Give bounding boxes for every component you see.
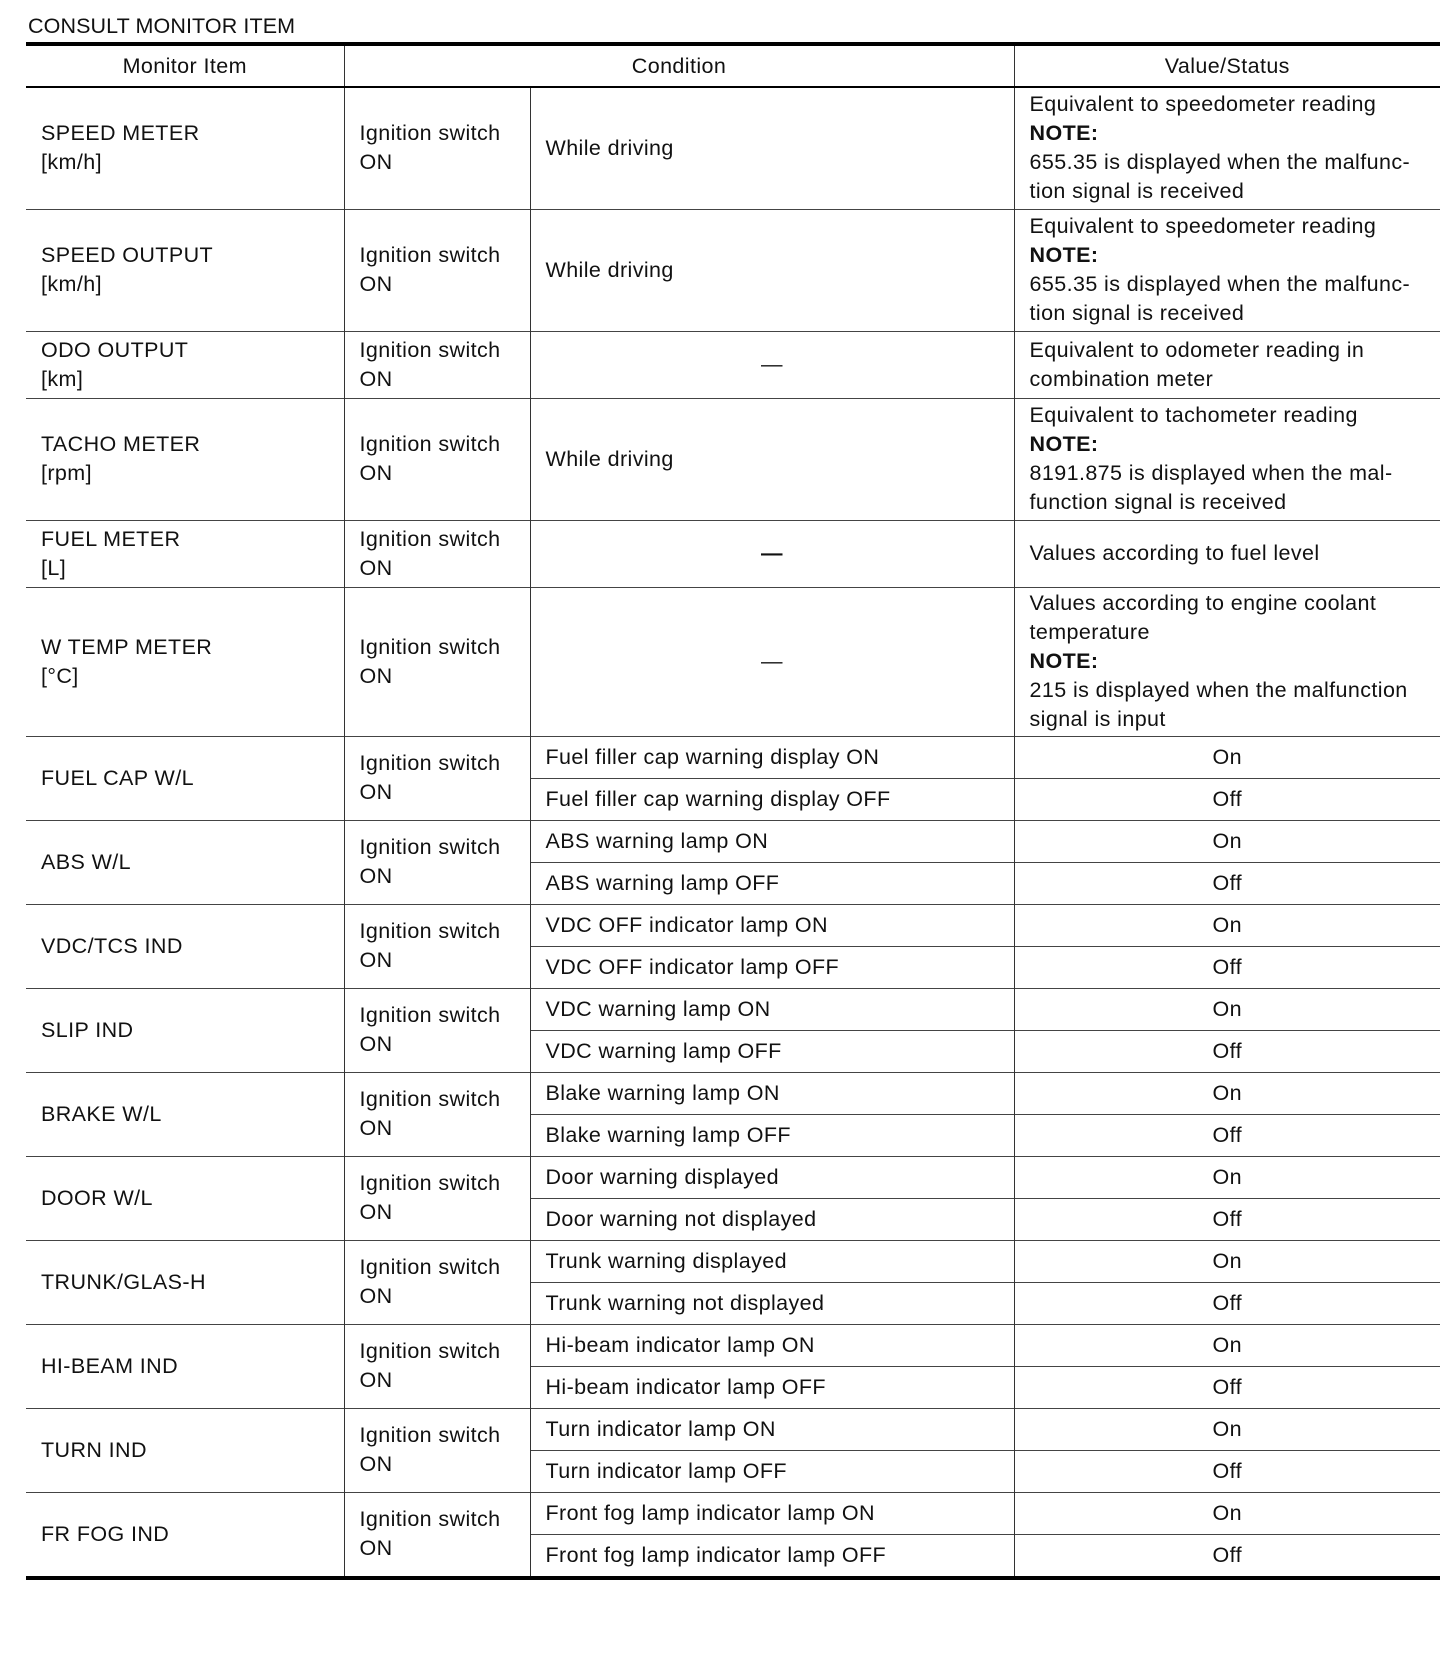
header-monitor-item: Monitor Item <box>26 44 344 87</box>
condition-on-cell <box>530 820 1014 862</box>
ignition-state-label: ON <box>359 555 393 580</box>
table-row <box>26 1408 1440 1450</box>
value-on-cell <box>1014 1156 1440 1198</box>
value-status-cell <box>1014 209 1440 331</box>
value-on-cell <box>1014 1492 1440 1534</box>
ignition-switch-label: Ignition switch <box>359 1507 501 1531</box>
ignition-condition-cell <box>344 331 530 398</box>
monitor-item-text: ODO OUTPUT <box>41 337 189 362</box>
monitor-item-cell <box>26 1156 344 1240</box>
ignition-switch-label: Ignition switch <box>359 1087 501 1111</box>
monitor-item-cell <box>26 904 344 988</box>
value-text: On <box>1212 996 1242 1021</box>
value-off-cell <box>1014 1366 1440 1408</box>
table-row <box>26 331 1440 398</box>
monitor-item-text: [rpm] <box>41 461 92 485</box>
condition-text: Blake warning lamp ON <box>545 1080 780 1105</box>
ignition-condition-cell <box>344 1408 530 1492</box>
note-text: signal is input <box>1029 707 1166 731</box>
ignition-switch-label: Ignition switch <box>359 835 501 859</box>
note-label: NOTE: <box>1029 121 1099 146</box>
note-text: 655.35 is displayed when the malfunc- <box>1029 150 1411 175</box>
ignition-state-label: ON <box>359 780 393 804</box>
monitor-item-text: [km/h] <box>41 272 102 296</box>
condition-cell <box>530 520 1014 587</box>
ignition-state-label: ON <box>359 663 393 688</box>
monitor-item-text: BRAKE W/L <box>41 1101 162 1126</box>
value-text: Off <box>1212 954 1242 979</box>
value-off-cell <box>1014 1282 1440 1324</box>
ignition-switch-label: Ignition switch <box>359 1171 501 1195</box>
monitor-item-cell <box>26 209 344 331</box>
value-text: On <box>1212 1332 1242 1357</box>
ignition-switch-label: Ignition switch <box>359 751 501 775</box>
monitor-item-cell <box>26 1240 344 1324</box>
condition-cell <box>530 209 1014 331</box>
table-row <box>26 587 1440 736</box>
value-text: Off <box>1212 1122 1242 1147</box>
condition-off-cell <box>530 778 1014 820</box>
condition-on-cell <box>530 1492 1014 1534</box>
monitor-item-text: SPEED METER <box>41 121 200 146</box>
condition-off-cell <box>530 1534 1014 1578</box>
value-on-cell <box>1014 1072 1440 1114</box>
condition-text: Front fog lamp indicator lamp OFF <box>545 1542 887 1567</box>
monitor-item-text: ABS W/L <box>41 849 132 874</box>
table-row <box>26 87 1440 209</box>
table-row <box>26 1072 1440 1114</box>
monitor-item-text: [°C] <box>41 663 79 688</box>
monitor-item-text: [L] <box>41 555 67 580</box>
value-on-cell <box>1014 904 1440 946</box>
value-status-cell <box>1014 398 1440 520</box>
value-text: Off <box>1212 1374 1242 1399</box>
condition-text: Trunk warning not displayed <box>545 1290 825 1315</box>
table-row <box>26 736 1440 778</box>
value-on-cell <box>1014 736 1440 778</box>
monitor-item-text: TRUNK/GLAS-H <box>41 1269 206 1294</box>
table-row <box>26 1156 1440 1198</box>
condition-text: VDC OFF indicator lamp OFF <box>545 954 840 979</box>
condition-text: Door warning displayed <box>545 1164 779 1189</box>
condition-on-cell <box>530 1156 1014 1198</box>
condition-on-cell <box>530 988 1014 1030</box>
ignition-condition-cell <box>344 587 530 736</box>
ignition-condition-cell <box>344 1324 530 1408</box>
condition-on-cell <box>530 904 1014 946</box>
monitor-item-text: FUEL METER <box>41 526 181 551</box>
condition-off-cell <box>530 1114 1014 1156</box>
note-label: NOTE: <box>1029 432 1099 456</box>
table-row <box>26 209 1440 331</box>
monitor-item-text: SPEED OUTPUT <box>41 243 214 267</box>
ignition-condition-cell <box>344 520 530 587</box>
condition-off-cell <box>530 862 1014 904</box>
monitor-item-text: HI-BEAM IND <box>41 1353 178 1378</box>
value-text: Off <box>1212 1542 1242 1567</box>
ignition-condition-cell <box>344 988 530 1072</box>
monitor-item-cell <box>26 587 344 736</box>
value-off-cell <box>1014 1450 1440 1492</box>
monitor-item-text: [km/h] <box>41 150 102 175</box>
note-label: NOTE: <box>1029 243 1099 267</box>
table-body <box>26 87 1440 1578</box>
condition-off-cell <box>530 1366 1014 1408</box>
value-text: combination meter <box>1029 366 1214 391</box>
table-row <box>26 520 1440 587</box>
monitor-item-cell <box>26 1492 344 1578</box>
condition-dash: — <box>761 649 783 673</box>
value-on-cell <box>1014 1240 1440 1282</box>
ignition-switch-label: Ignition switch <box>359 121 501 146</box>
value-text: On <box>1212 1164 1242 1189</box>
value-on-cell <box>1014 1324 1440 1366</box>
value-text: On <box>1212 912 1242 937</box>
monitor-item-cell <box>26 1324 344 1408</box>
condition-cell <box>530 398 1014 520</box>
monitor-item-cell <box>26 87 344 209</box>
value-status-cell <box>1014 520 1440 587</box>
table-row <box>26 820 1440 862</box>
condition-text: Turn indicator lamp OFF <box>545 1458 787 1483</box>
condition-dash: — <box>761 541 783 565</box>
ignition-switch-label: Ignition switch <box>359 1255 501 1279</box>
value-text: On <box>1212 1080 1242 1105</box>
table-row <box>26 1492 1440 1534</box>
ignition-switch-label: Ignition switch <box>359 634 501 659</box>
value-off-cell <box>1014 1114 1440 1156</box>
section-title: CONSULT MONITOR ITEM <box>28 14 296 38</box>
value-text: Off <box>1212 1038 1242 1063</box>
ignition-switch-label: Ignition switch <box>359 526 501 551</box>
monitor-item-cell <box>26 1072 344 1156</box>
monitor-item-cell <box>26 820 344 904</box>
monitor-item-text: FR FOG IND <box>41 1521 170 1546</box>
ignition-state-label: ON <box>359 272 393 296</box>
monitor-item-text: DOOR W/L <box>41 1185 153 1210</box>
monitor-item-cell <box>26 1408 344 1492</box>
ignition-state-label: ON <box>359 461 393 485</box>
header-condition: Condition <box>344 44 1014 87</box>
condition-text: Hi-beam indicator lamp OFF <box>545 1374 826 1399</box>
value-on-cell <box>1014 988 1440 1030</box>
condition-text: Door warning not displayed <box>545 1206 817 1231</box>
note-text: 215 is displayed when the malfunction <box>1029 678 1408 702</box>
ignition-condition-cell <box>344 736 530 820</box>
condition-text: VDC OFF indicator lamp ON <box>545 912 828 937</box>
value-text: Off <box>1212 1206 1242 1231</box>
value-text: Equivalent to odometer reading in <box>1029 337 1365 362</box>
ignition-state-label: ON <box>359 1284 393 1308</box>
condition-cell <box>530 87 1014 209</box>
value-off-cell <box>1014 1030 1440 1072</box>
ignition-state-label: ON <box>359 1032 393 1056</box>
condition-text: ABS warning lamp ON <box>545 828 769 853</box>
value-text: Off <box>1212 1458 1242 1483</box>
ignition-switch-label: Ignition switch <box>359 1003 501 1027</box>
condition-dash: — <box>761 352 783 376</box>
condition-text: Fuel filler cap warning display ON <box>545 744 880 769</box>
value-on-cell <box>1014 1408 1440 1450</box>
value-off-cell <box>1014 862 1440 904</box>
condition-off-cell <box>530 1030 1014 1072</box>
ignition-state-label: ON <box>359 1368 393 1392</box>
value-text: Equivalent to tachometer reading <box>1029 403 1358 427</box>
monitor-item-text: SLIP IND <box>41 1017 134 1042</box>
note-text: 655.35 is displayed when the malfunc- <box>1029 272 1411 296</box>
condition-on-cell <box>530 1324 1014 1366</box>
condition-text: Blake warning lamp OFF <box>545 1122 791 1147</box>
value-text: Off <box>1212 1290 1242 1315</box>
monitor-item-cell <box>26 398 344 520</box>
condition-text: While driving <box>545 446 674 471</box>
table-row <box>26 398 1440 520</box>
condition-off-cell <box>530 946 1014 988</box>
condition-text: VDC warning lamp ON <box>545 996 771 1021</box>
ignition-condition-cell <box>344 904 530 988</box>
ignition-switch-label: Ignition switch <box>359 1423 501 1447</box>
value-status-cell <box>1014 587 1440 736</box>
value-off-cell <box>1014 778 1440 820</box>
value-text: On <box>1212 1248 1242 1273</box>
ignition-condition-cell <box>344 1240 530 1324</box>
note-text: tion signal is received <box>1029 301 1245 325</box>
condition-text: Fuel filler cap warning display OFF <box>545 786 891 811</box>
value-text: On <box>1212 1500 1242 1525</box>
ignition-state-label: ON <box>359 1536 393 1560</box>
monitor-item-table <box>26 42 1440 1580</box>
monitor-item-text: TACHO METER <box>41 432 201 456</box>
note-text: function signal is received <box>1029 490 1287 514</box>
ignition-condition-cell <box>344 1156 530 1240</box>
value-text: On <box>1212 744 1242 769</box>
ignition-condition-cell <box>344 1492 530 1578</box>
ignition-state-label: ON <box>359 948 393 972</box>
ignition-condition-cell <box>344 820 530 904</box>
ignition-state-label: ON <box>359 864 393 888</box>
value-off-cell <box>1014 1534 1440 1578</box>
ignition-switch-label: Ignition switch <box>359 1339 501 1363</box>
note-text: 8191.875 is displayed when the mal- <box>1029 461 1393 485</box>
value-status-cell <box>1014 331 1440 398</box>
condition-off-cell <box>530 1282 1014 1324</box>
condition-on-cell <box>530 1072 1014 1114</box>
note-text: tion signal is received <box>1029 179 1245 204</box>
condition-text: Turn indicator lamp ON <box>545 1416 776 1441</box>
condition-off-cell <box>530 1198 1014 1240</box>
monitor-item-text: FUEL CAP W/L <box>41 765 194 790</box>
ignition-condition-cell <box>344 1072 530 1156</box>
header-row <box>26 44 1440 87</box>
value-status-cell <box>1014 87 1440 209</box>
table-row <box>26 1240 1440 1282</box>
condition-text: VDC warning lamp OFF <box>545 1038 782 1063</box>
condition-cell <box>530 331 1014 398</box>
note-label: NOTE: <box>1029 649 1099 673</box>
monitor-item-text: W TEMP METER <box>41 634 213 659</box>
ignition-state-label: ON <box>359 366 393 391</box>
value-text: temperature <box>1029 620 1150 644</box>
value-off-cell <box>1014 946 1440 988</box>
ignition-state-label: ON <box>359 1116 393 1140</box>
monitor-item-cell <box>26 331 344 398</box>
table-row <box>26 904 1440 946</box>
table-row <box>26 1324 1440 1366</box>
value-text: Equivalent to speedometer reading <box>1029 92 1377 117</box>
ignition-switch-label: Ignition switch <box>359 432 501 456</box>
ignition-state-label: ON <box>359 150 393 175</box>
condition-cell <box>530 587 1014 736</box>
value-text: Values according to fuel level <box>1029 541 1320 565</box>
ignition-switch-label: Ignition switch <box>359 243 501 267</box>
condition-text: While driving <box>545 135 674 160</box>
monitor-item-text: VDC/TCS IND <box>41 933 183 958</box>
value-text: Off <box>1212 870 1242 895</box>
monitor-item-cell <box>26 520 344 587</box>
value-text: On <box>1212 1416 1242 1441</box>
header-value-status: Value/Status <box>1014 44 1440 87</box>
ignition-switch-label: Ignition switch <box>359 919 501 943</box>
value-text: On <box>1212 828 1242 853</box>
condition-off-cell <box>530 1450 1014 1492</box>
ignition-condition-cell <box>344 209 530 331</box>
condition-text: Hi-beam indicator lamp ON <box>545 1332 815 1357</box>
condition-on-cell <box>530 736 1014 778</box>
monitor-item-text: [km] <box>41 366 84 391</box>
value-on-cell <box>1014 820 1440 862</box>
value-text: Equivalent to speedometer reading <box>1029 214 1377 238</box>
monitor-item-cell <box>26 988 344 1072</box>
ignition-switch-label: Ignition switch <box>359 337 501 362</box>
monitor-item-text: TURN IND <box>41 1437 147 1462</box>
value-text: Off <box>1212 786 1242 811</box>
ignition-condition-cell <box>344 87 530 209</box>
ignition-condition-cell <box>344 398 530 520</box>
table-row <box>26 988 1440 1030</box>
ignition-state-label: ON <box>359 1452 393 1476</box>
condition-text: Front fog lamp indicator lamp ON <box>545 1500 875 1525</box>
condition-text: Trunk warning displayed <box>545 1248 787 1273</box>
monitor-item-cell <box>26 736 344 820</box>
value-text: Values according to engine coolant <box>1029 591 1377 615</box>
condition-on-cell <box>530 1408 1014 1450</box>
condition-text: ABS warning lamp OFF <box>545 870 780 895</box>
value-off-cell <box>1014 1198 1440 1240</box>
ignition-state-label: ON <box>359 1200 393 1224</box>
condition-text: While driving <box>545 257 674 282</box>
condition-on-cell <box>530 1240 1014 1282</box>
